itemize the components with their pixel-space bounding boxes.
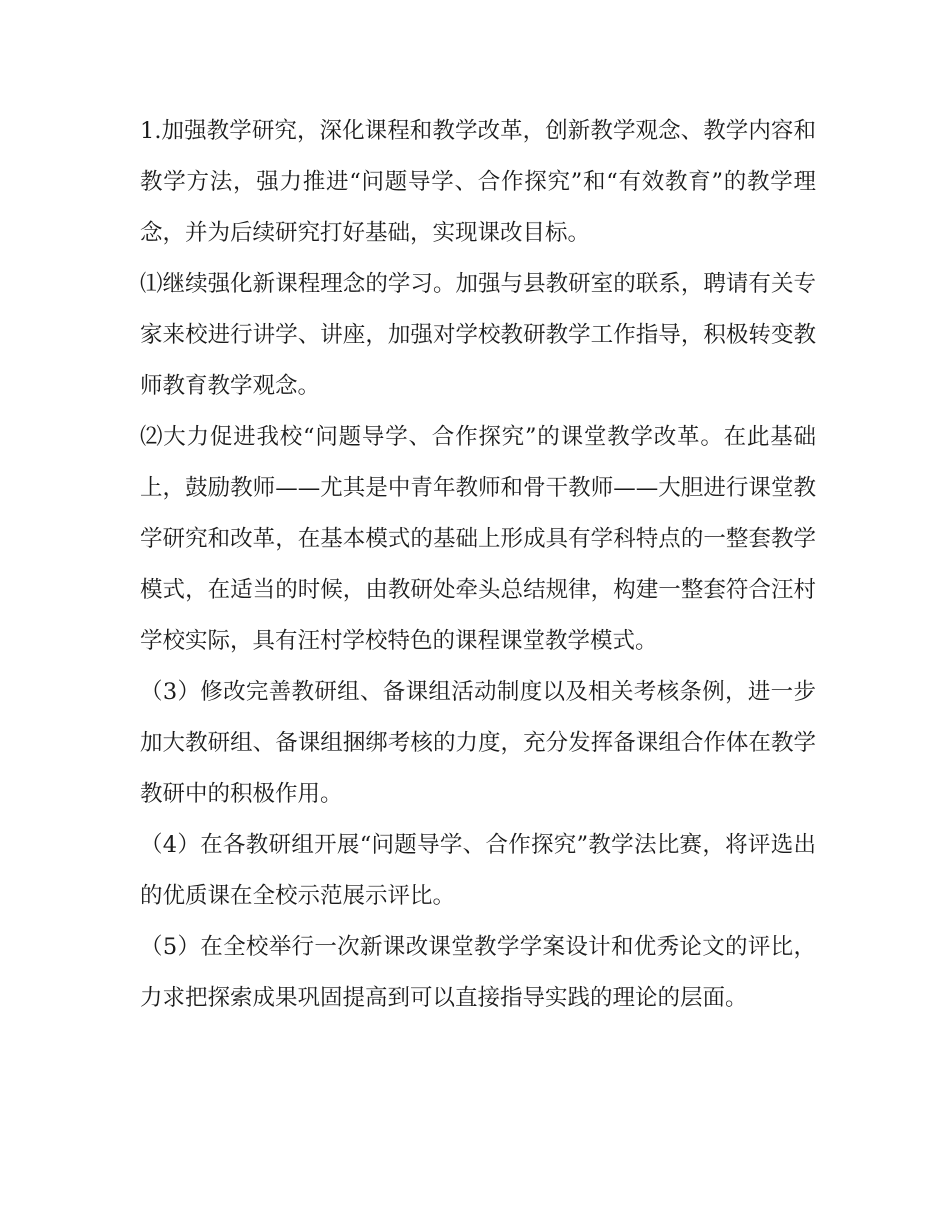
paragraph-item-1: ⑴继续强化新课程理念的学习。加强与县教研室的联系，聘请有关专家来校进行讲学、讲座，加强对学校教研教学工作指导，积极转变教师教育教学观念。 xyxy=(140,271,816,399)
document-body xyxy=(140,106,816,1024)
paragraph-item-5: （5）在全校举行一次新课改课堂教学学案设计和优秀论文的评比，力求把探索成果巩固提高到可以直接指导实践的理论的层面。 xyxy=(140,934,816,1011)
paragraph-1: 1.加强教学研究，深化课程和教学改革，创新教学观念、教学内容和教学方法，强力推进“问题导学、合作探究”和“有效教育”的教学理念，并为后续研究打好基础，实现课改目标。 xyxy=(140,118,816,246)
paragraph-item-3: （3）修改完善教研组、备课组活动制度以及相关考核条例，进一步加大教研组、备课组捆绑考核的力度，充分发挥备课组合作体在教学教研中的积极作用。 xyxy=(140,679,816,807)
paragraph-item-2: ⑵大力促进我校“问题导学、合作探究”的课堂教学改革。在此基础上，鼓励教师——尤其是中青年教师和骨干教师——大胆进行课堂教学研究和改革，在基本模式的基础上形成具有学科特点的一整套教学模式，在适当的时候，由教研处牵头总结规律，构建一整套符合汪村学校实际，具有汪村学校特色的课程课堂教学模式。 xyxy=(140,424,816,654)
paragraph-item-4: （4）在各教研组开展“问题导学、合作探究”教学法比赛，将评选出的优质课在全校示范展示评比。 xyxy=(140,832,816,909)
